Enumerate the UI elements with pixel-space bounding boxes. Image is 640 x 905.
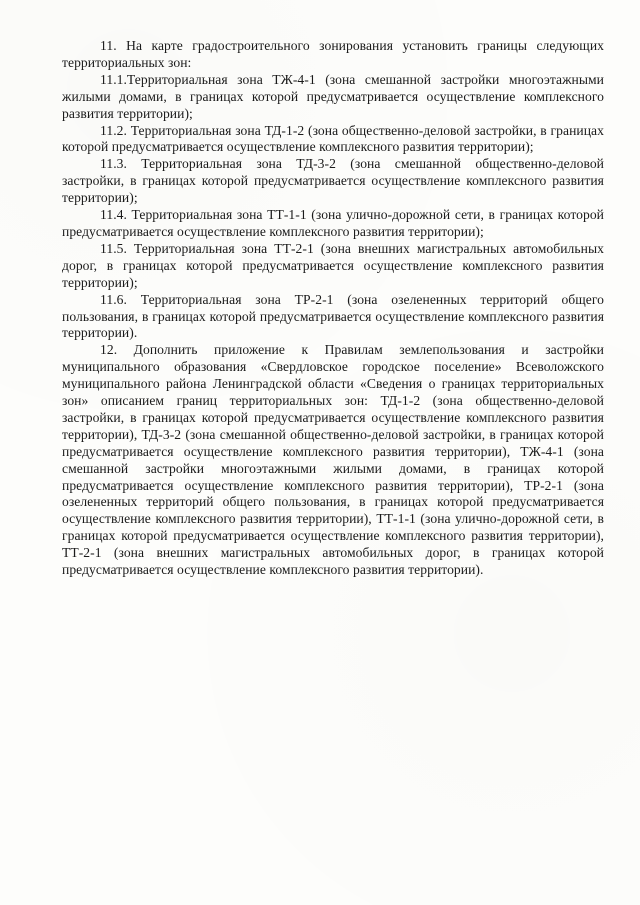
paragraph-12: 12. Дополнить приложение к Правилам землепользования и застройки муниципального образования «Свердловское городское поселение» Всеволожского муниципального района Ленинградской области «Сведения о границах территориальных зон» описанием границ территориальных зон: ТД-1-2 (зона общественно-деловой застройки, в границах которой предусматривается осуществление комплексного развития территории), ТД-3-2 (зона смешанной общественно-деловой застройки, в границах которой предусматривается осуществление комплексного развития территории), ТЖ-4-1 (зона смешанной застройки многоэтажными жилыми домами, в границах которой предусматривается осуществление комплексного развития территории), ТР-2-1 (зона озелененных территорий общего пользования, в границах которой предусматривается осуществление комплексного развития территории), ТТ-1-1 (зона улично-дорожной сети, в границах которой предусматривается осуществление комплексного развития территории), ТТ-2-1 (зона внешних магистральных автомобильных дорог, в границах которой предусматривается осуществление комплексного развития территории).: [62, 342, 604, 578]
paragraph-11-4: 11.4. Территориальная зона ТТ-1-1 (зона улично-дорожной сети, в границах которой предусматривается осуществление комплексного развития территории);: [62, 207, 604, 239]
paragraph-11-1: 11.1.Территориальная зона ТЖ-4-1 (зона смешанной застройки многоэтажными жилыми домами, в границах которой предусматривается осуществление комплексного развития территории);: [62, 71, 604, 121]
paragraph-11-5: 11.5. Территориальная зона ТТ-2-1 (зона внешних магистральных автомобильных дорог, в границах которой предусматривается осуществление комплексного развития территории);: [62, 240, 604, 290]
paragraph-11-3: 11.3. Территориальная зона ТД-3-2 (зона смешанной общественно-деловой застройки, в границах которой предусматривается осуществление комплексного развития территории);: [62, 156, 604, 206]
paragraph-11-2: 11.2. Территориальная зона ТД-1-2 (зона общественно-деловой застройки, в границах которой предусматривается осуществление комплексного развития территории);: [62, 122, 604, 155]
paragraph-11-6: 11.6. Территориальная зона ТР-2-1 (зона озелененных территорий общего пользования, в границах которой предусматривается осуществление комплексного развития территории).: [62, 291, 604, 341]
paragraph-11: 11. На карте градостроительного зонирования установить границы следующих территориальных зон:: [62, 38, 604, 70]
